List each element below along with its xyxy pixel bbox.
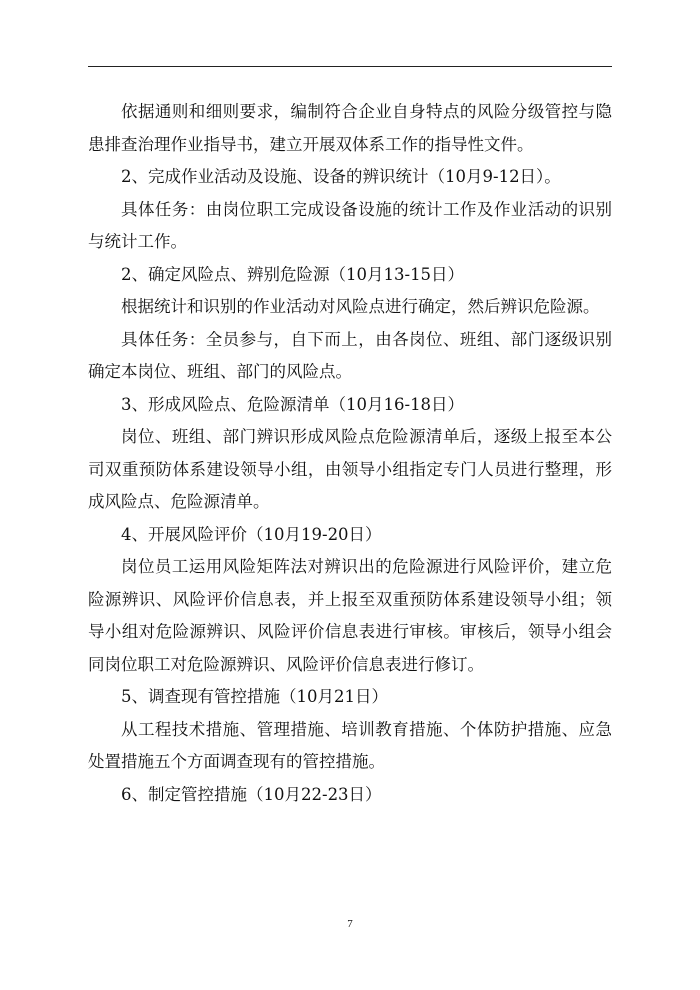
section-heading: 3、形成风险点、危险源清单（10月16-18日）: [121, 394, 465, 414]
paragraph: 根据统计和识别的作业活动对风险点进行确定，然后辨识危险源。: [121, 297, 600, 316]
section-heading: 5、调查现有管控措施（10月21日）: [121, 687, 388, 706]
section-heading: 6、制定管控措施（10月22-23日）: [121, 784, 382, 804]
section-heading: 4、开展风险评价（10月19-20日）: [121, 524, 382, 544]
header-rule: [88, 66, 612, 67]
paragraph: 岗位员工运用风险矩阵法对辨识出的危险源进行风险评价，建立危险源辨识、风险评价信息表，并上报至双重预防体系建设领导小组；领导小组对危险源辨识、风险评价信息表进行审核。审核后，领导小组会同岗位职工对危险源辨识、风险评价信息表进行修订。: [88, 557, 612, 674]
paragraph: 具体任务：全员参与，自下而上，由各岗位、班组、部门逐级识别确定本岗位、班组、部门的风险点。: [88, 329, 612, 381]
paragraph: 从工程技术措施、管理措施、培训教育措施、个体防护措施、应急处置措施五个方面调查现有的管控措施。: [88, 719, 612, 771]
paragraph: 依据通则和细则要求，编制符合企业自身特点的风险分级管控与隐患排查治理作业指导书，建立开展双体系工作的指导性文件。: [88, 102, 612, 154]
paragraph: 具体任务：由岗位职工完成设备设施的统计工作及作业活动的识别与统计工作。: [88, 199, 612, 251]
document-body: [88, 96, 612, 811]
section-heading: 2、确定风险点、辨别危险源（10月13-15日）: [121, 264, 465, 284]
paragraph: 岗位、班组、部门辨识形成风险点危险源清单后，逐级上报至本公司双重预防体系建设领导小组，由领导小组指定专门人员进行整理，形成风险点、危险源清单。: [88, 427, 612, 511]
section-heading: 2、完成作业活动及设施、设备的辨识统计（10月9-12日）。: [121, 167, 561, 186]
page-number: 7: [347, 918, 353, 930]
